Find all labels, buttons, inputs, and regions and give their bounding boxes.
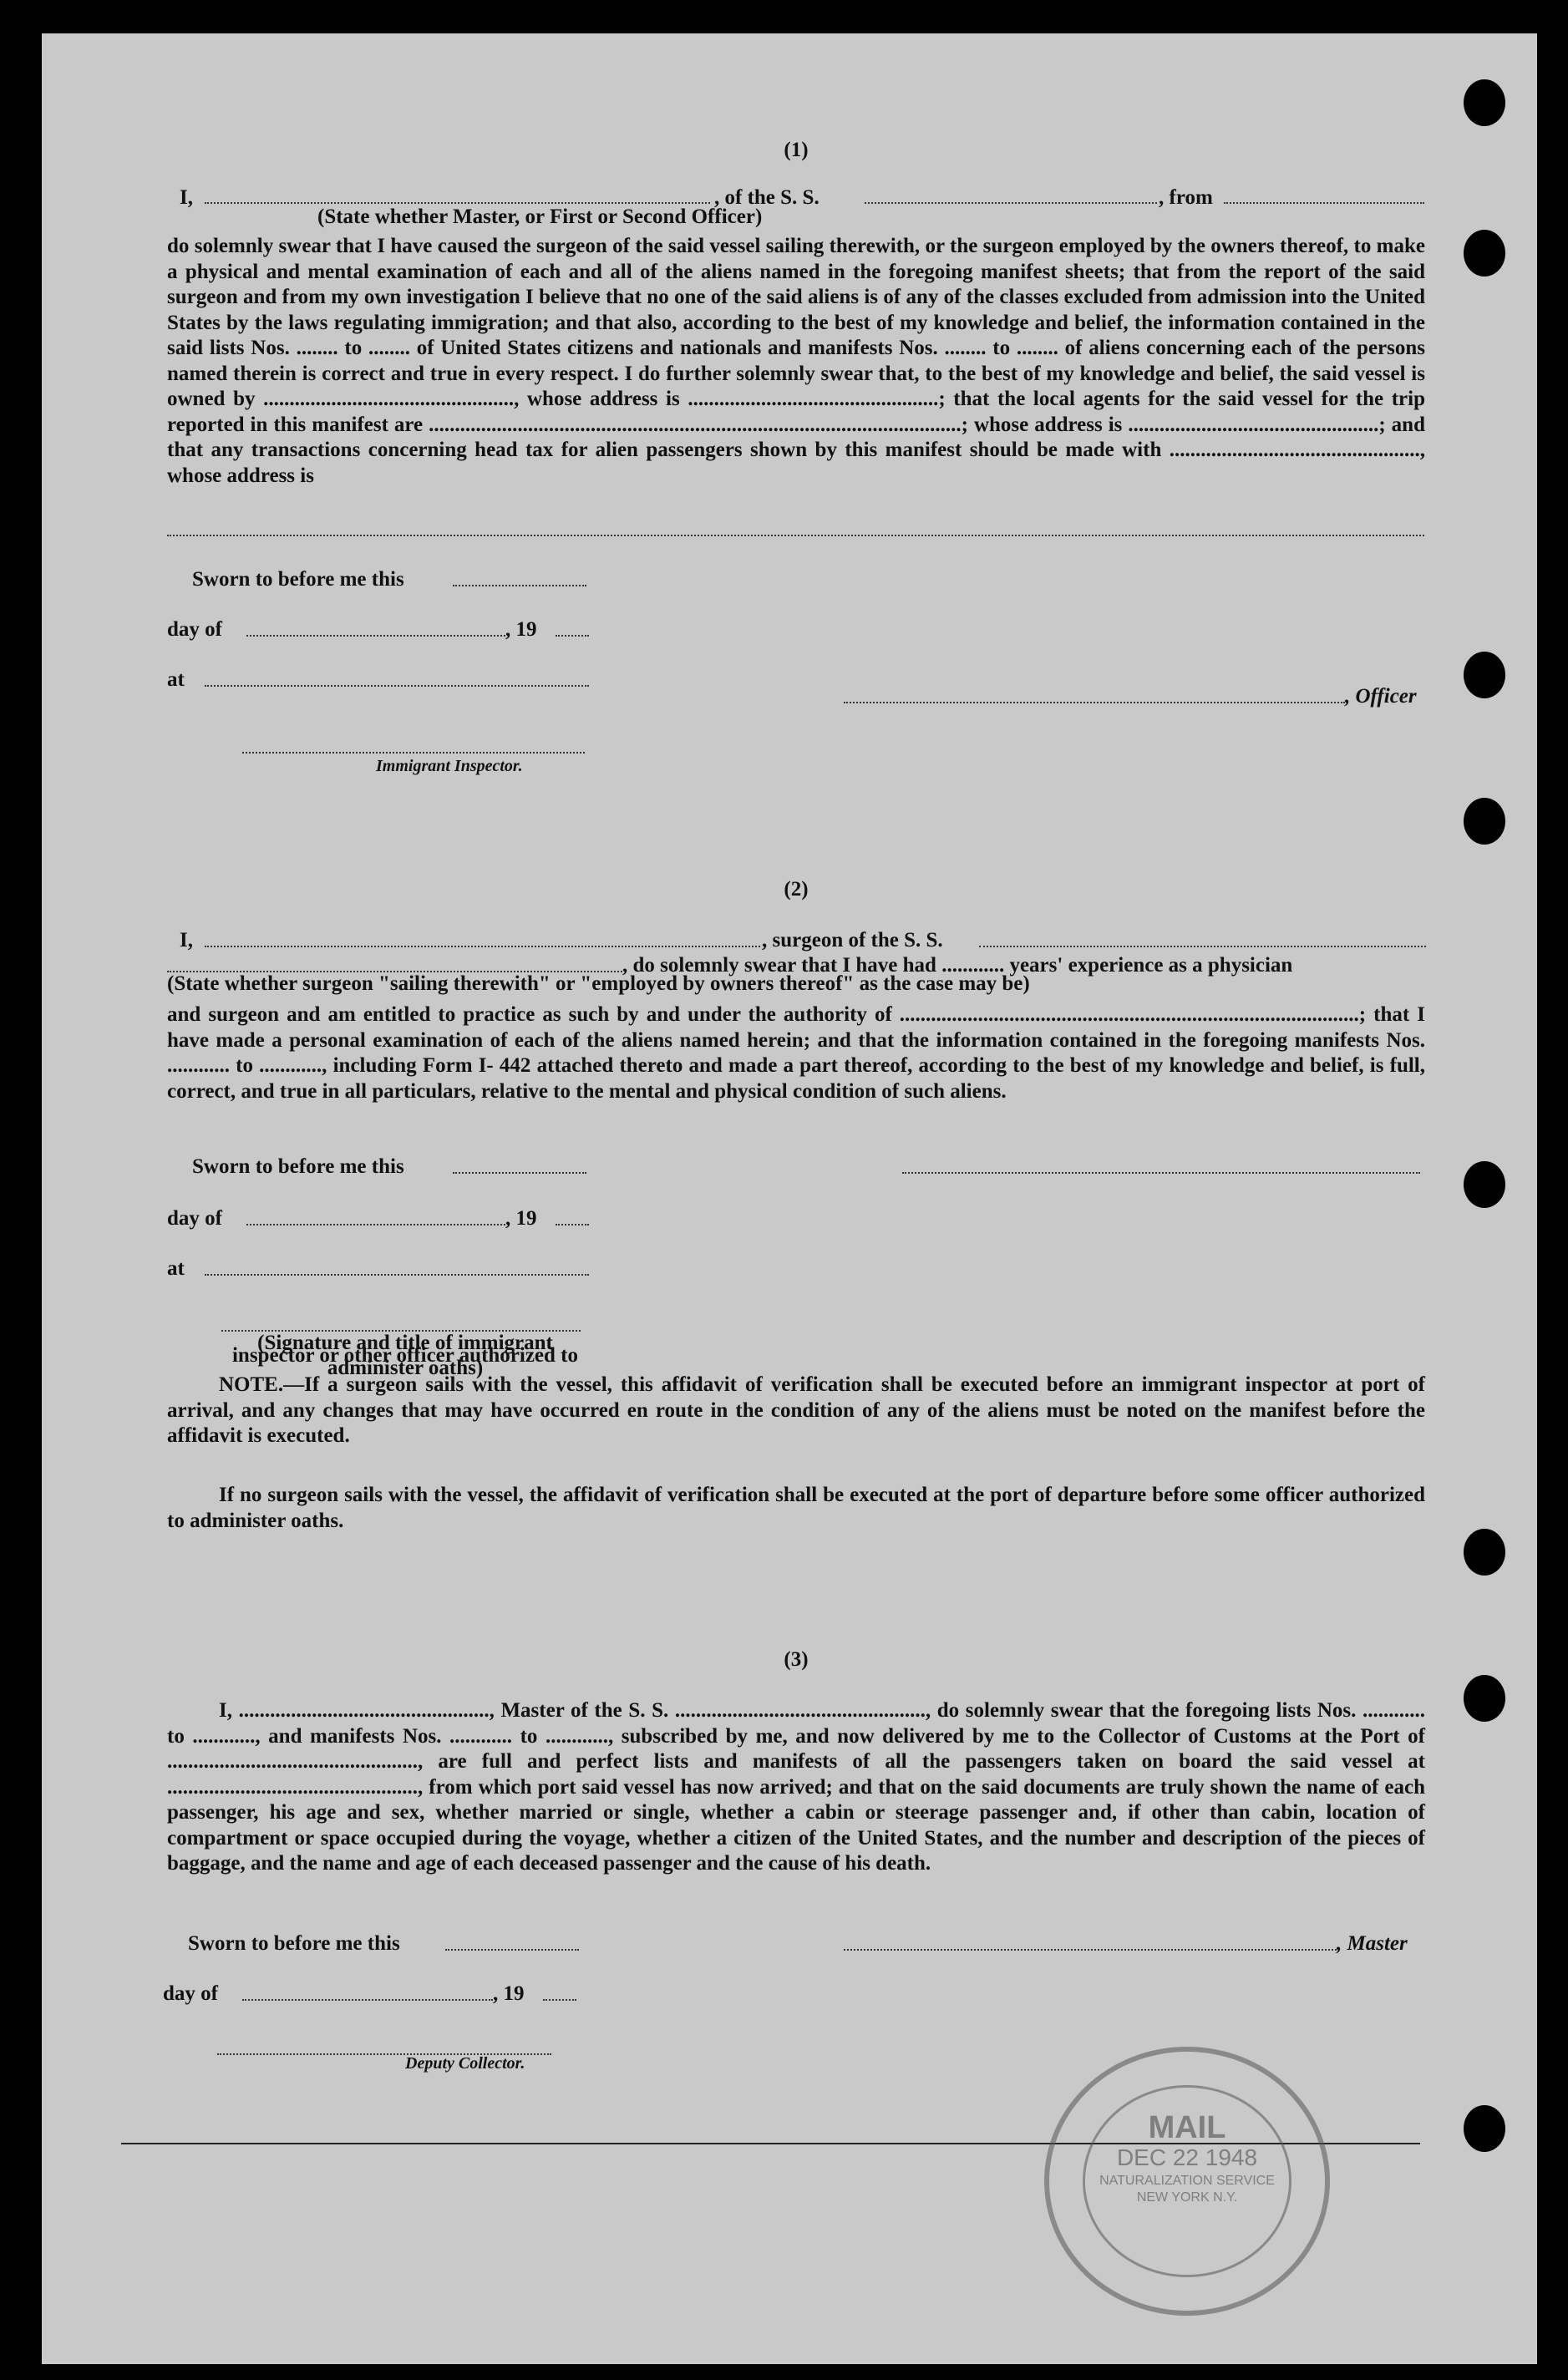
from-label: , from [1159,186,1213,209]
sworn-blank [453,585,586,586]
stamp-city: NEW YORK N.Y. [1136,2190,1238,2205]
section-3 [167,1647,1425,1673]
at-blank [205,685,589,687]
punch-hole [1464,2105,1505,2152]
section-3-oath: I, ................................................, Master of the S. S. ................................................, do solemnly swear that the foregoing lists Nos. ............ to ............, and manifests Nos. ............ to ............, subscribed by me, and now delivered by me to the Collector of Customs at the Port of ................................................, are full and perfect lists and manifests of all the passengers taken on board the said vessel at ................................................, from which port said vessel has now arrived; and that on the said documents are truly shown the name of each passenger, his age and sex, whether married or single, whether a cabin or steerage passenger and, if other than cabin, location of compartment or space occupied during the voyage, whether a citizen of the United States, and the number and description of the pieces of baggage, and the name and age of each deceased passenger and the cause of his death. [167,1699,1425,1875]
manifest-page [42,33,1537,2364]
section-2-oath: and surgeon and am entitled to practice as such by and under the authority of ........................................................................................; that I have made a personal examination of each of the aliens named herein; and that the information contained in the foregoing manifests Nos. ............ to ............, including Form I- 442 attached thereto and made a part thereof, according to the best of my knowledge and belief, is full, correct, and true in all particulars, relative to the mental and physical condition of such aliens. [167,1003,1425,1103]
day-blank [246,1224,505,1226]
surgeon-label: , surgeon of the S. S. [762,929,943,951]
at-blank [205,1274,589,1276]
sworn-label: Sworn to before me this [188,1932,400,1955]
punch-hole [1464,1675,1505,1722]
surgeon-oath-line: , do solemnly swear that I have had ............ years' experience as a physician [622,954,1293,977]
day-of-label: day of [163,1982,218,2005]
surgeon-status-note: (State whether surgeon "sailing therewith" or "employed by owners thereof" as the case may be) [167,972,1030,995]
note-label: NOTE. [219,1373,284,1396]
name-blank [205,202,710,204]
punch-hole [1464,79,1505,126]
stamp-inner-ring [1083,2085,1291,2277]
section-number: (2) [784,878,809,901]
vessel-blank [865,202,1157,204]
year-blank [556,1224,589,1226]
year-label: , 19 [505,618,537,641]
surgeon-signature-line [902,1172,1420,1174]
note-text: —If a surgeon sails with the vessel, this affidavit of verification shall be executed before an immigrant inspector at port of arrival, and any changes that may have occurred en route in the condition of any of the aliens must be noted on the manifest before the affidavit is executed. [167,1373,1425,1447]
stamp-mail: MAIL [1148,2110,1226,2145]
surgeon-name-blank [205,946,760,947]
inspector-signature-line [242,752,585,754]
punch-hole [1464,652,1505,698]
year-label: , 19 [493,1982,525,2005]
day-of-label: day of [167,618,222,641]
no-surgeon-note: If no surgeon sails with the vessel, the affidavit of verification shall be executed at the port of departure before some officer authorized to administer oaths. [167,1484,1425,1532]
punch-hole [1464,230,1505,277]
section-1-oath: do solemnly swear that I have caused the surgeon of the said vessel sailing therewith, or the surgeon employed by the owners thereof, to make a physical and mental examination of each and all of the aliens named in the foregoing manifest sheets; that from the report of the said surgeon and from my own investigation I believe that no one of the said aliens is of any of the classes excluded from admission into the United States by the laws regulating immigration; and that also, according to the best of my knowledge and belief, the information contained in the said lists Nos. ........ to ........ of United States citizens and nationals and manifests Nos. ........ to ........ of aliens concerning each of the persons named therein is correct and true in every respect. I do further solemnly swear that, to the best of my knowledge and belief, the said vessel is owned by ................................................, whose address is ................................................; that the local agents for the said vessel for the trip reported in this manifest are ......................................................................................................; whose address is ................................................; and that any transactions concerning head tax for alien passengers shown by this manifest should be made with ................................................, whose address is [167,235,1425,487]
day-blank [246,635,505,637]
i-label: I, [180,929,193,951]
i-label: I, [180,186,193,209]
at-label: at [167,668,185,691]
officer-label: , Officer [1345,685,1417,708]
deputy-collector-label: Deputy Collector. [405,2054,525,2073]
stamp-service: NATURALIZATION SERVICE [1099,2174,1275,2188]
punch-hole [1464,798,1505,845]
sworn-label: Sworn to before me this [192,568,404,591]
sworn-blank [453,1172,586,1174]
punch-hole [1464,1529,1505,1576]
from-blank [1224,202,1424,204]
surgeon-vessel-blank [979,946,1426,947]
signature-note: (Signature and title of immigrant inspector or other officer authorized to administer oaths) [231,1332,579,1379]
year-blank [556,635,589,637]
section-number: (1) [784,139,809,161]
of-ss-label: , of the S. S. [714,186,820,209]
year-blank [543,1999,576,2001]
section-2 [167,877,1425,903]
punch-hole [1464,1161,1505,1208]
officer-signature-line [844,702,1345,703]
sworn-blank [445,1949,579,1951]
at-label: at [167,1257,185,1280]
sworn-label: Sworn to before me this [192,1155,404,1178]
received-stamp [1044,2047,1330,2316]
year-label: , 19 [505,1207,537,1230]
officer-rank-note: (State whether Master, or First or Second Officer) [317,206,763,228]
section-1 [167,138,1425,164]
surgeon-note [167,1373,1425,1449]
inspector-label: Immigrant Inspector. [376,757,523,775]
address-blank [167,535,1424,536]
section-number: (3) [784,1648,809,1671]
day-blank [242,1999,493,2001]
stamp-date: DEC 22 1948 [1116,2144,1258,2170]
day-of-label: day of [167,1207,222,1230]
master-signature-line [844,1949,1337,1951]
master-label: , Master [1337,1932,1408,1955]
